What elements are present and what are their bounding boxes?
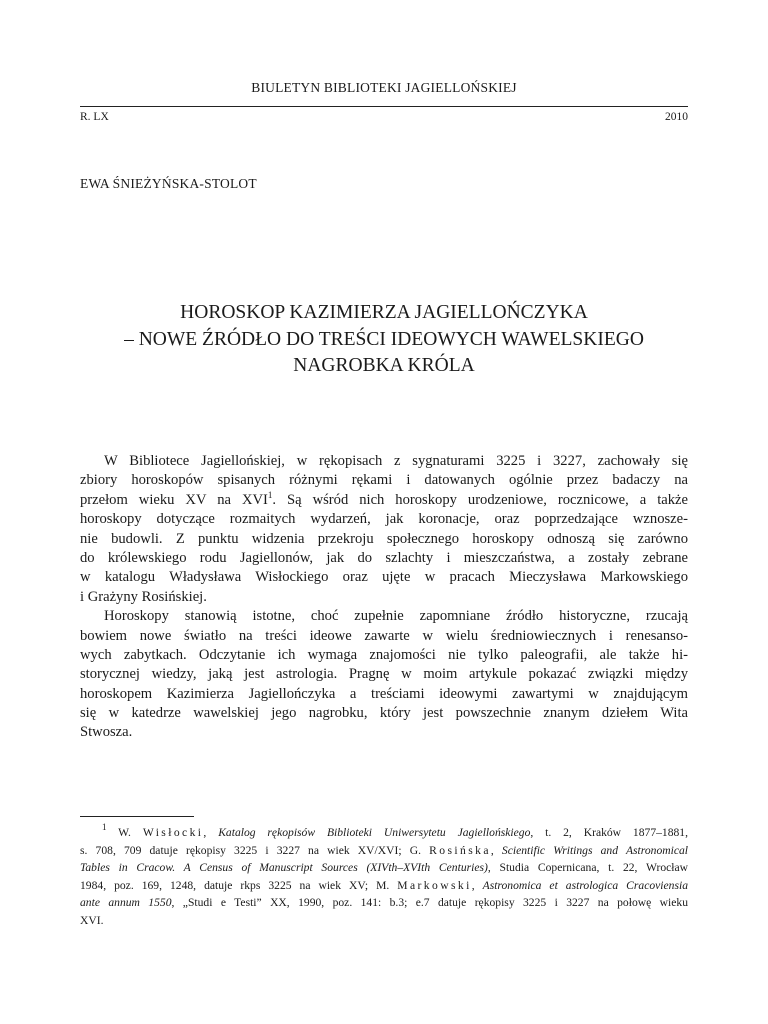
cited-author: Rosińska xyxy=(429,843,491,857)
cited-title: Tables in Cracow. A Census of Manuscript Sources (XIVth–XVIth Centuries) xyxy=(80,861,488,875)
cited-title: ante annum 1550 xyxy=(80,896,172,910)
cited-author: Markowski xyxy=(397,878,472,892)
cited-title: Katalog rękopisów Biblioteki Uniwersytetu Jagiellońskiego xyxy=(218,826,531,839)
footnote-line: 1984, poz. 169, 1248, datuje rkps 3225 na wiek XV; M. Markowski, Astronomica et astrologica Cracoviensia xyxy=(80,878,688,892)
year-label: 2010 xyxy=(665,111,688,123)
footnote xyxy=(80,824,688,930)
footnote-line: XVI. xyxy=(80,913,104,927)
body-line xyxy=(80,491,688,510)
body-line: storycznej wiedzy, jaką jest astrologia. Pragnę w moim artykule pokazać związki między xyxy=(80,666,688,683)
article-title xyxy=(80,300,688,380)
footnote-line: s. 708, 709 datuje rękopisy 3225 i 3227 na wiek XV/XVI; G. Rosińska, Scientific Writings and Astronomical xyxy=(80,843,688,857)
footnote-rule xyxy=(80,816,194,817)
header-rule xyxy=(80,106,688,107)
article-author: EWA ŚNIEŻYŃSKA-STOLOT xyxy=(80,176,257,191)
cited-author: Wisłocki xyxy=(142,826,204,839)
article-body xyxy=(80,452,688,743)
journal-title: BIULETYN BIBLIOTEKI JAGIELLOŃSKIEJ xyxy=(251,80,517,95)
body-line: i Grażyny Rosińskiej. xyxy=(80,588,207,605)
body-line: nie budowli. Z punktu widzenia przekroju społecznego horoskopy odnoszą się zarówno xyxy=(80,530,688,547)
title-line: NAGROBKA KRÓLA xyxy=(293,355,475,376)
title-line: – NOWE ŹRÓDŁO DO TREŚCI IDEOWYCH WAWELSKIEGO xyxy=(124,328,644,350)
body-text-segment: . Są wśród nich horoskopy urodzeniowe, rocznicowe, a także xyxy=(272,491,688,508)
body-line: wych zabytkach. Odczytanie ich wymaga znajomości nie tylko paleografii, ale także hi- xyxy=(80,646,688,663)
body-line: w katalogu Władysława Wisłockiego oraz ujęte w pracach Mieczysława Markowskiego xyxy=(80,569,688,586)
footnote-line: ante annum 1550, „Studi e Testi” XX, 1990, poz. 141: b.3; e.7 datuje rękopisy 3225 i 3227 na połowę wieku xyxy=(80,896,688,910)
body-line: horoskopy dotyczące rozmaitych wydarzeń, jak koronacje, oraz poprzedzające wznosze- xyxy=(80,511,688,528)
body-text-segment: przełom wieku XV na XVI xyxy=(80,491,268,508)
body-line: W Bibliotece Jagiellońskiej, w rękopisach z sygnaturami 3225 i 3227, zachowały się xyxy=(104,453,688,469)
volume-label: R. LX xyxy=(80,111,109,123)
footnote-ref[interactable]: 1 xyxy=(267,489,273,500)
body-line: zbiory horoskopów spisanych różnymi rękami i datowanych ogólnie przez badaczy na xyxy=(80,472,688,489)
footnote-marker: 1 xyxy=(102,822,107,832)
title-line: HOROSKOP KAZIMIERZA JAGIELLOŃCZYKA xyxy=(180,302,588,323)
footnote-line: $^1$ W. Wisłocki, Katalog rękopisów Biblioteki Uniwersytetu Jagiellońskiego, t. 2, Kraków 1877–1881, xyxy=(102,822,688,839)
body-line: bowiem nowe światło na treści ideowe zawarte w wielu średniowiecznych i renesanso- xyxy=(80,627,688,644)
body-line: horoskopem Kazimierza Jagiellończyka a treściami ideowymi zawartymi w znajdującym xyxy=(80,685,688,702)
footnote-line: Tables in Cracow. A Census of Manuscript Sources (XIVth–XVIth Centuries), Studia Copernicana, t. 22, Wrocław xyxy=(80,861,688,875)
body-line: do królewskiego rodu Jagiellonów, jak do szlachty i mieszczaństwa, a zostały zebrane xyxy=(80,549,688,566)
body-line: się w katedrze wawelskiej jego nagrobku, który jest powszechnie znanym dziełem Wita xyxy=(80,705,688,722)
body-line: Stwosza. xyxy=(80,724,133,741)
cited-title: Astronomica et astrologica Cracoviensia xyxy=(482,878,688,892)
body-line: Horoskopy stanowią istotne, choć zupełnie zapomniane źródło historyczne, rzucają xyxy=(104,608,688,625)
cited-title: Scientific Writings and Astronomical xyxy=(501,843,688,857)
